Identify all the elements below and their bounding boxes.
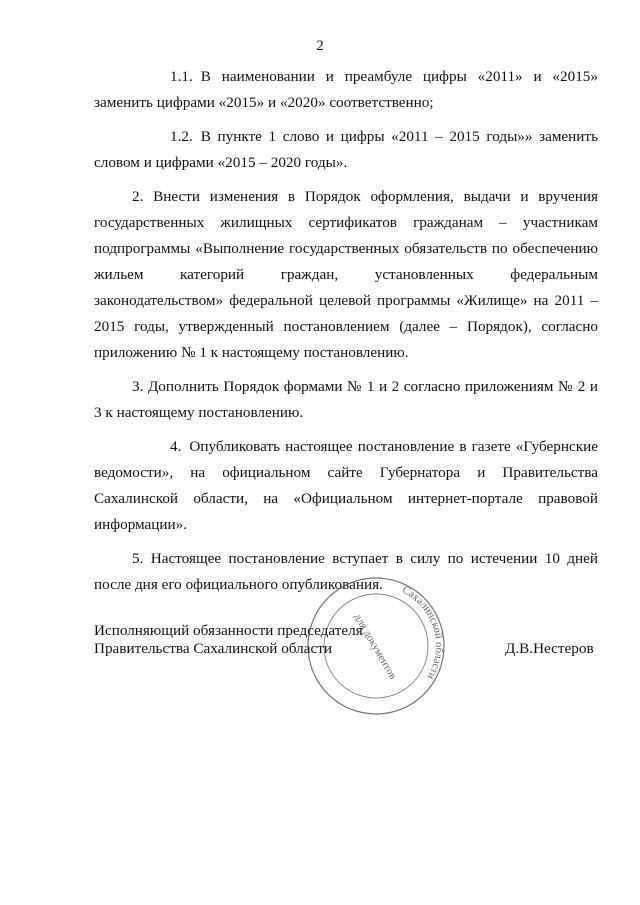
paragraph-number: 1.1.: [170, 68, 193, 85]
signatory-title-line-2: Правительства Сахалинской области: [94, 640, 332, 657]
paragraph-number: 3.: [132, 378, 144, 395]
paragraph-text: В пункте 1 слово и цифры «2011 – 2015 годы»» заменить словом и цифрами «2015 – 2020 годы».: [94, 128, 598, 171]
paragraph-4: [94, 434, 598, 538]
paragraph-text: Дополнить Порядок формами № 1 и 2 согласно приложениям № 2 и 3 к настоящему постановлению.: [94, 378, 598, 421]
paragraph-2: [94, 184, 598, 366]
paragraph-number: 4.: [170, 438, 182, 455]
paragraph-text: В наименовании и преамбуле цифры «2011» и «2015» заменить цифрами «2015» и «2020» соответственно;: [94, 68, 598, 111]
paragraph-number: 1.2.: [170, 128, 193, 145]
paragraph-3: [94, 374, 598, 426]
paragraph-text: Внести изменения в Порядок оформления, выдачи и вручения государственных жилищных сертификатов гражданам – участникам подпрограммы «Выполнение государственных обязательств по обеспечению жильем категорий граждан, установленных федеральным законодательством» федеральной целевой программы «Жилище» на 2011 – 2015 годы, утвержденный постановлением (далее – Порядок), согласно приложению № 1 к настоящему постановлению.: [94, 188, 598, 361]
signatory-title: [94, 622, 363, 658]
document-body: [94, 64, 598, 606]
paragraph-number: 5.: [132, 550, 144, 567]
seal-ring-text: Сахалинской области: [400, 583, 446, 682]
paragraph-1-1: [94, 64, 598, 116]
page-number: 2: [316, 38, 324, 54]
signatory-title-line-1: Исполняющий обязанности председателя: [94, 622, 363, 639]
signatory-name: Д.В.Нестеров: [505, 640, 594, 657]
paragraph-text: Опубликовать настоящее постановление в газете «Губернские ведомости», на официальном сайте Губернатора и Правительства Сахалинской области, на «Официальном интернет-портале правовой информации».: [94, 438, 598, 533]
paragraph-text: Настоящее постановление вступает в силу по истечении 10 дней после дня его официального опубликования.: [94, 550, 599, 593]
paragraph-1-2: [94, 124, 598, 176]
seal-center-text: для документов: [351, 611, 399, 682]
paragraph-number: 2.: [132, 188, 144, 205]
